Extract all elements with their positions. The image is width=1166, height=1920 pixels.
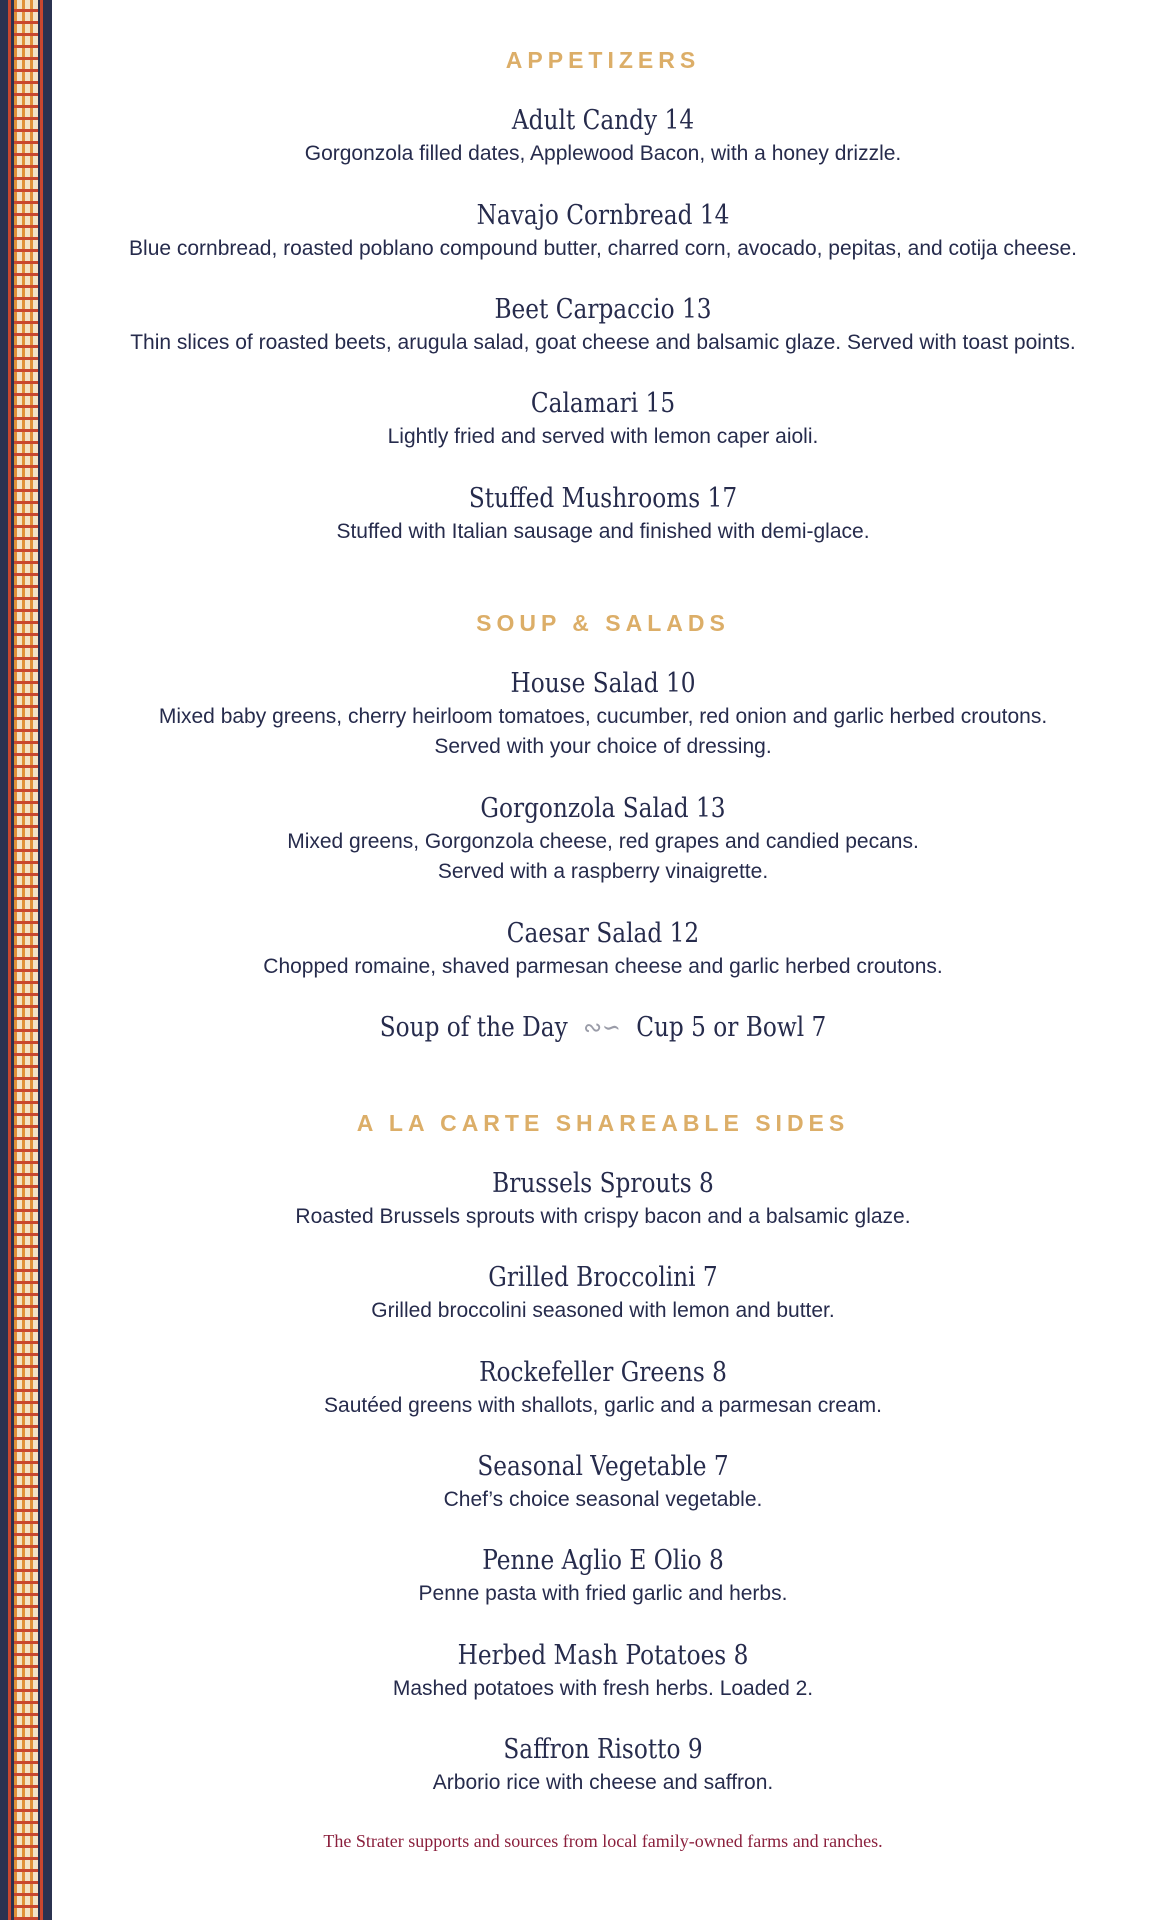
item-description: Penne pasta with fried garlic and herbs.	[418, 1582, 788, 1605]
item-description: Stuffed with Italian sausage and finished with demi-glace.	[336, 520, 870, 543]
item-description: Arborio rice with cheese and saffron.	[432, 1771, 774, 1794]
item-name: Stuffed Mushrooms 17	[468, 483, 738, 514]
soup-of-the-day	[162, 1008, 1044, 1048]
item-description: Mixed greens, Gorgonzola cheese, red grapes and candied pecans.	[287, 830, 919, 853]
item-description-line2: Served with a raspberry vinaigrette.	[437, 860, 769, 883]
item-name: Herbed Mash Potatoes 8	[457, 1640, 749, 1671]
item-name: Gorgonzola Salad 13	[480, 793, 726, 824]
menu-item	[90, 791, 1116, 887]
item-description-line2: Served with your choice of dressing.	[434, 735, 772, 758]
section-title-appetizers: APPETIZERS	[505, 47, 701, 73]
footer-note: The Strater supports and sources from local family-owned farms and ranches.	[323, 1831, 883, 1851]
menu-item	[90, 1449, 1116, 1515]
menu-item	[90, 103, 1116, 169]
item-name: Beet Carpaccio 13	[494, 294, 712, 325]
menu-item	[90, 916, 1116, 982]
item-description: Thin slices of roasted beets, arugula salad, goat cheese and balsamic glaze. Served with toast points.	[130, 331, 1076, 354]
menu-item	[90, 481, 1116, 547]
flourish-icon: ∾∽	[583, 1013, 621, 1043]
item-description: Mashed potatoes with fresh herbs. Loaded 2.	[392, 1677, 814, 1700]
item-name: Grilled Broccolini 7	[488, 1262, 718, 1293]
menu-item	[90, 1260, 1116, 1326]
menu-item	[90, 198, 1116, 264]
menu-item	[90, 1166, 1116, 1232]
item-name: Penne Aglio E Olio 8	[482, 1545, 724, 1576]
item-description: Blue cornbread, roasted poblano compound butter, charred corn, avocado, pepitas, and cotija cheese.	[129, 237, 1077, 260]
greek-key-border	[0, 0, 52, 1920]
item-name: Brussels Sprouts 8	[492, 1168, 714, 1199]
menu-item	[90, 1732, 1116, 1798]
item-name: House Salad 10	[510, 668, 696, 699]
item-name: Caesar Salad 12	[506, 918, 700, 949]
menu-item	[90, 386, 1116, 452]
item-name: Adult Candy 14	[511, 105, 695, 136]
menu-item	[90, 1638, 1116, 1704]
menu-item	[90, 292, 1116, 358]
item-description: Roasted Brussels sprouts with crispy bacon and a balsamic glaze.	[295, 1205, 911, 1228]
item-description: Chef’s choice seasonal vegetable.	[443, 1488, 763, 1511]
item-description: Sautéed greens with shallots, garlic and a parmesan cream.	[324, 1394, 882, 1417]
section-title-sides: A LA CARTE SHAREABLE SIDES	[356, 1110, 850, 1136]
border-edge-right	[40, 0, 43, 1920]
item-name: Navajo Cornbread 14	[476, 200, 730, 231]
item-description: Lightly fried and served with lemon caper aioli.	[387, 425, 819, 448]
item-description: Gorgonzola filled dates, Applewood Bacon, with a honey drizzle.	[304, 142, 902, 165]
item-description: Chopped romaine, shaved parmesan cheese and garlic herbed croutons.	[263, 955, 943, 978]
item-name: Saffron Risotto 9	[503, 1734, 703, 1765]
item-description: Grilled broccolini seasoned with lemon and butter.	[371, 1299, 835, 1322]
item-name: Seasonal Vegetable 7	[477, 1451, 729, 1482]
soup-price: Cup 5 or Bowl 7	[636, 1012, 827, 1043]
section-title-soup-salads: SOUP & SALADS	[476, 610, 730, 636]
soup-label: Soup of the Day	[379, 1012, 568, 1043]
greek-key-pattern	[14, 0, 38, 1920]
menu-item	[90, 666, 1116, 762]
item-description: Mixed baby greens, cherry heirloom tomatoes, cucumber, red onion and garlic herbed croutons.	[158, 705, 1048, 728]
border-edge-left	[8, 0, 11, 1920]
menu-item	[90, 1355, 1116, 1421]
item-name: Calamari 15	[530, 388, 676, 419]
item-name: Rockefeller Greens 8	[479, 1357, 727, 1388]
menu-item	[90, 1543, 1116, 1609]
